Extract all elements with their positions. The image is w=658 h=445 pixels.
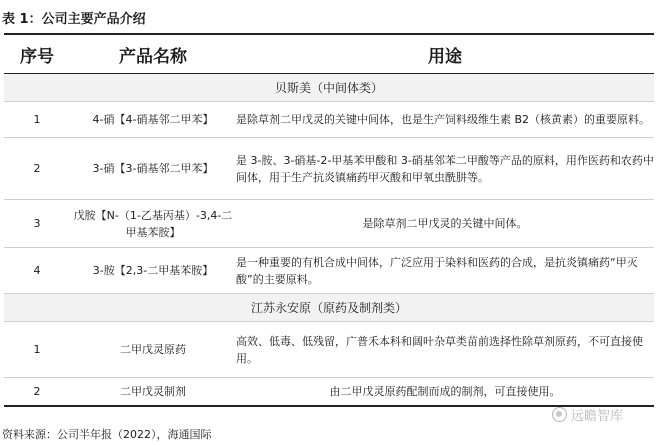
watermark-logo-icon <box>552 407 567 422</box>
product-use: 由二甲戊灵原药配制而成的制剂，可直接使用。 <box>236 378 654 406</box>
source-note: 资料来源：公司半年报（2022），海通国际 <box>2 428 212 441</box>
product-table <box>4 33 654 407</box>
row-number: 3 <box>4 200 70 248</box>
product-use: 是一种重要的有机合成中间体，广泛应用于染料和医药的合成，是抗炎镇痛药“甲灭酸”的主要原料。 <box>236 248 654 294</box>
table-row <box>4 378 654 406</box>
row-number: 2 <box>4 378 70 406</box>
row-number: 1 <box>4 322 70 378</box>
header-seq: 序号 <box>4 34 70 74</box>
section-row <box>4 74 654 102</box>
product-name: 3-胺【2,3-二甲基苯胺】 <box>70 248 236 294</box>
product-name: 二甲戊灵制剂 <box>70 378 236 406</box>
row-number: 4 <box>4 248 70 294</box>
table-row <box>4 102 654 138</box>
watermark <box>552 405 623 424</box>
product-use: 是除草剂二甲戊灵的关键中间体。 <box>236 200 654 248</box>
table-row <box>4 138 654 200</box>
row-number: 1 <box>4 102 70 138</box>
section-row <box>4 294 654 322</box>
section-title: 江苏永安原（原药及制剂类） <box>4 294 654 322</box>
table-row <box>4 322 654 378</box>
table-row <box>4 248 654 294</box>
watermark-text: 远瞻智库 <box>571 409 624 424</box>
row-number: 2 <box>4 138 70 200</box>
product-use: 是除草剂二甲戊灵的关键中间体，也是生产饲料级维生素 B2（核黄素）的重要原料。 <box>236 102 654 138</box>
table-caption: 表 1：公司主要产品介绍 <box>2 12 146 27</box>
section-title: 贝斯美（中间体类） <box>4 74 654 102</box>
product-name: 4-硝【4-硝基邻二甲苯】 <box>70 102 236 138</box>
product-name: 3-硝【3-硝基邻二甲苯】 <box>70 138 236 200</box>
table-row <box>4 200 654 248</box>
header-row <box>4 34 654 74</box>
product-use: 高效、低毒、低残留，广普禾本科和阔叶杂草类苗前选择性除草剂原药，不可直接使用。 <box>236 322 654 378</box>
product-name: 戊胺【N-（1-乙基丙基）-3,4-二甲基苯胺】 <box>70 200 236 248</box>
product-use: 是 3-胺、3-硝基-2-甲基苯甲酸和 3-硝基邻苯二甲酸等产品的原料，用作医药和农药中间体，用于生产抗炎镇痛药甲灭酸和甲氧虫酰肼等。 <box>236 138 654 200</box>
header-product: 产品名称 <box>70 34 236 74</box>
product-name: 二甲戊灵原药 <box>70 322 236 378</box>
header-use: 用途 <box>236 34 654 74</box>
